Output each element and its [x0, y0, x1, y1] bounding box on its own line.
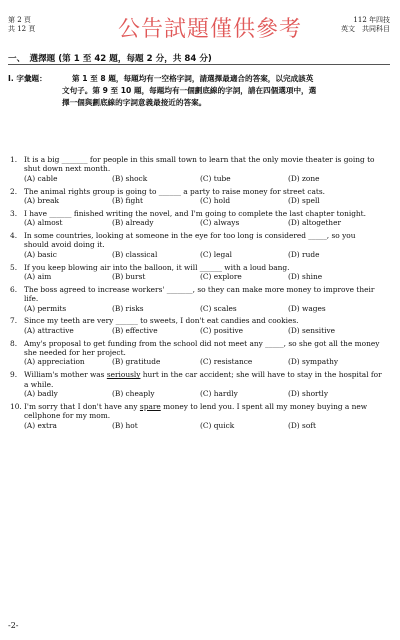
question-text: Amy's proposal to get funding from the school did not meet any _____, so she got all the money she needed for her project.	[24, 338, 380, 358]
option-b: (B) fight	[112, 196, 143, 206]
option-d: (D) wages	[288, 303, 326, 313]
option-b: (B) shock	[112, 173, 148, 183]
option-b: (B) cheaply	[112, 389, 155, 399]
option-c: (C) quick	[200, 420, 235, 430]
option-c: (C) legal	[200, 249, 233, 259]
question-number: 2.	[10, 186, 18, 196]
instructions-label: I. 字彙題：	[8, 74, 47, 83]
underlined-word: spare	[139, 401, 161, 411]
question-number: 5.	[10, 262, 18, 272]
question-7	[10, 316, 382, 335]
question-text: The boss agreed to increase workers' _______, so they can make more money to improve their life.	[24, 284, 375, 304]
option-d: (D) spell	[288, 196, 320, 206]
question-text: I'm sorry that I don't have any spare money to lend you. I spent all my money buying a new cellphone for my mom.	[24, 401, 368, 421]
page-number-footer: -2-	[8, 621, 19, 630]
option-d: (D) shortly	[288, 389, 329, 399]
option-c: (C) resistance	[200, 357, 253, 367]
question-3	[10, 209, 382, 228]
question-8	[10, 339, 382, 367]
header-right	[341, 16, 390, 34]
question-text: Since my teeth are very ______ to sweets, I don't eat candies and cookies.	[24, 316, 299, 326]
underlined-word: seriously	[106, 370, 141, 380]
option-c: (C) tube	[200, 173, 231, 183]
question-text: In some countries, looking at someone in the eye for too long is considered _____, so you should avoid doing it.	[24, 231, 356, 250]
option-d: (D) shine	[288, 272, 323, 282]
option-b: (B) gratitude	[112, 357, 161, 367]
instructions	[8, 73, 388, 109]
instructions-line3: 擇一個與劃底線的字詞意義最接近的答案。	[62, 98, 207, 107]
section-divider	[8, 64, 390, 65]
option-d: (D) altogether	[288, 218, 341, 228]
option-d: (D) zone	[288, 173, 320, 183]
option-c: (C) positive	[200, 325, 243, 335]
subject-label: 英文 共同科目	[341, 25, 390, 33]
instructions-line2: 文句子。第 9 至 10 題，每題均有一個劃底線的字詞，請在四個選項中，選	[62, 86, 317, 95]
section-title: 一、 選擇題 (第 1 至 42 題，每題 2 分，共 84 分)	[8, 54, 212, 64]
question-text: The animal rights group is going to ______ a party to raise money for street cats.	[24, 186, 326, 196]
question-number: 10.	[10, 401, 22, 411]
option-b: (B) hot	[112, 420, 138, 430]
option-d: (D) sensitive	[288, 325, 336, 335]
option-a: (A) badly	[24, 389, 58, 399]
year-label: 112 年四技	[353, 16, 390, 24]
question-9	[10, 370, 382, 398]
question-text: I have ______ finished writing the novel, and I'm going to complete the last chapter tonight.	[24, 208, 367, 218]
question-number: 3.	[10, 208, 18, 218]
question-number: 8.	[10, 338, 18, 348]
option-c: (C) always	[200, 218, 240, 228]
question-6	[10, 285, 382, 313]
option-d: (D) rude	[288, 249, 320, 259]
option-b: (B) burst	[112, 272, 146, 282]
question-number: 6.	[10, 284, 18, 294]
option-c: (C) hold	[200, 196, 231, 206]
question-number: 7.	[10, 316, 18, 326]
question-list	[10, 155, 382, 433]
option-a: (A) appreciation	[24, 357, 85, 367]
total-pages-label: 共 12 頁	[8, 25, 36, 33]
option-c: (C) hardly	[200, 389, 238, 399]
option-a: (A) almost	[24, 218, 63, 228]
question-text: William's mother was seriously hurt in the car accident; she will have to stay in the hospital for a while.	[24, 370, 382, 389]
question-2	[10, 187, 382, 206]
option-a: (A) break	[24, 196, 59, 206]
option-b: (B) effective	[112, 325, 158, 335]
option-a: (A) basic	[24, 249, 57, 259]
option-c: (C) scales	[200, 303, 237, 313]
option-a: (A) attractive	[24, 325, 74, 335]
reference-stamp: 公告試題僅供參考	[117, 17, 302, 42]
question-text: If you keep blowing air into the balloon, it will ______ with a loud bang.	[24, 262, 290, 272]
option-b: (B) classical	[112, 249, 158, 259]
page-label: 第 2 頁	[8, 16, 31, 24]
option-b: (B) risks	[112, 303, 144, 313]
option-d: (D) soft	[288, 420, 316, 430]
option-c: (C) explore	[200, 272, 242, 282]
option-d: (D) sympathy	[288, 357, 339, 367]
option-a: (A) permits	[24, 303, 67, 313]
option-b: (B) already	[112, 218, 154, 228]
question-10	[10, 402, 382, 430]
question-number: 1.	[10, 155, 18, 164]
option-a: (A) extra	[24, 420, 57, 430]
question-text: It is a big _______ for people in this small town to learn that the only movie theater is going to shut down next month.	[24, 155, 375, 174]
question-1	[10, 155, 382, 183]
header-left	[8, 16, 35, 34]
question-5	[10, 263, 382, 282]
instructions-line1: 第 1 至 8 題，每題均有一空格字詞，請選擇最適合的答案，以完成該英	[72, 74, 314, 83]
option-a: (A) cable	[24, 173, 58, 183]
question-number: 9.	[10, 370, 18, 380]
question-4	[10, 231, 382, 259]
question-number: 4.	[10, 231, 18, 241]
option-a: (A) aim	[24, 272, 52, 282]
